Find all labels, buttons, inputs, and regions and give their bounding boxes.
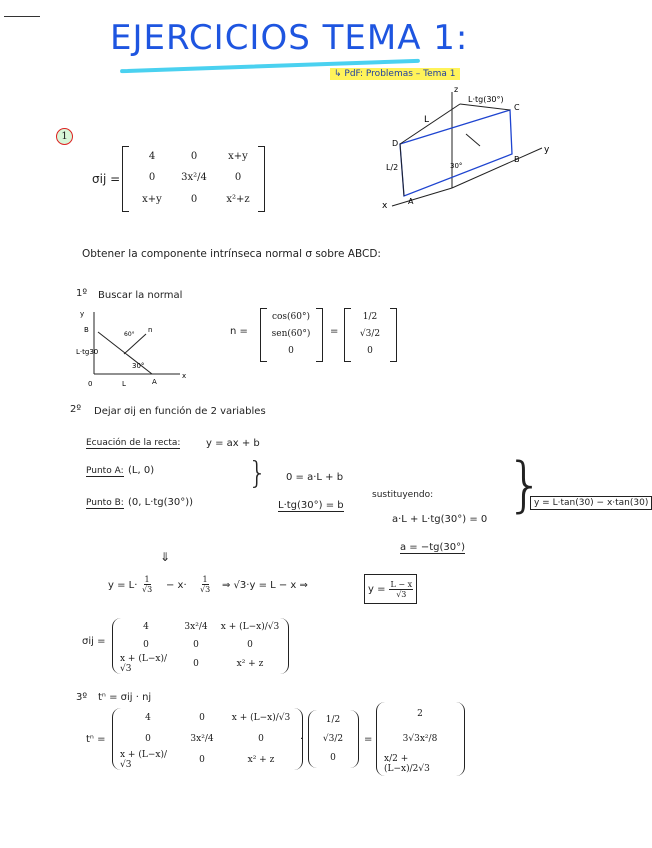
line3a: y = L· <box>108 580 138 591</box>
paren-right <box>350 710 359 768</box>
frac-den: √3 <box>200 585 211 594</box>
frac-num: 1 <box>144 575 150 584</box>
matrix-cell: x + (L−x)/√3 <box>220 622 280 632</box>
n-vector-b <box>350 308 390 360</box>
y-axis-label: y <box>544 145 550 155</box>
matrix-cell: x+y <box>142 193 162 205</box>
vector-cell: x/2 + (L−x)/2√3 <box>384 753 430 774</box>
plane-abcd <box>400 110 512 196</box>
normal-arrow <box>466 134 480 146</box>
page-title: EJERCICIOS TEMA 1: <box>110 18 469 58</box>
frac-num: 1 <box>202 575 208 584</box>
frac-num: L − x <box>390 579 413 589</box>
sigma-label: σij = <box>92 172 121 186</box>
y-lhs: y = <box>368 583 386 595</box>
step1-number: 1º <box>76 288 88 299</box>
sys2: L·tg(30°) = b <box>278 500 344 511</box>
sigma2-matrix <box>120 618 280 674</box>
edge-top <box>400 104 460 144</box>
n-vector-a <box>266 308 316 360</box>
n-label: n = <box>230 326 248 337</box>
label-l: L <box>424 115 430 125</box>
diag-label: 0 <box>88 380 93 388</box>
corner-mark <box>4 16 40 17</box>
x-axis <box>392 188 452 206</box>
y-result-box <box>364 574 417 604</box>
matrix-cell: 0 <box>258 733 264 744</box>
matrix-cell: 4 <box>145 713 151 724</box>
paren-right <box>456 702 465 776</box>
vector-cell: 3√3x²/8 <box>402 733 438 744</box>
diag-label: L <box>122 380 126 388</box>
eq-recta-label: Ecuación de la recta: <box>86 438 181 448</box>
matrix-cell: x + (L−x)/√3 <box>120 749 167 770</box>
punto-a: (L, 0) <box>128 465 155 476</box>
bracket-right <box>316 308 323 362</box>
eq-recta: y = ax + b <box>206 438 260 449</box>
vector-cell: cos(60°) <box>271 311 311 322</box>
matrix-cell: 0 <box>193 659 199 669</box>
diag-label: x <box>182 372 187 380</box>
vector-cell: 1/2 <box>362 311 378 322</box>
exercise-number: 1 <box>56 128 73 145</box>
result-vector <box>384 702 456 776</box>
matrix-cell: 3x²/4 <box>184 622 208 632</box>
step2-number: 2º <box>70 404 82 415</box>
punto-b-label: Punto B: <box>86 498 124 508</box>
matrix-cell: 3x²/4 <box>181 172 207 184</box>
vector-cell: 0 <box>367 346 373 357</box>
matrix-cell: 0 <box>190 193 198 205</box>
matrix-cell: 0 <box>247 640 253 650</box>
diag-label: y <box>80 310 85 318</box>
label-ltg: L·tg(30°) <box>468 95 504 104</box>
equals: = <box>330 326 339 337</box>
vector-cell: 2 <box>417 709 423 720</box>
sigma2-label: σij = <box>82 636 106 647</box>
pdf-reference: ↳ PdF: Problemas – Tema 1 <box>330 68 460 80</box>
statement: Obtener la componente intrínseca normal σ sobre ABCD: <box>82 248 381 260</box>
point-b: B <box>514 155 520 164</box>
matrix-cell: 4 <box>143 622 149 632</box>
diag-label: A <box>152 378 157 386</box>
bracket-right <box>390 308 397 362</box>
vector-cell: √3/2 <box>322 733 344 744</box>
matrix-cell: 4 <box>148 151 156 163</box>
sust1: a·L + L·tg(30°) = 0 <box>392 514 488 525</box>
punto-b: (0, L·tg(30°)) <box>128 497 194 508</box>
matrix-cell: 0 <box>145 733 151 744</box>
point-a: A <box>408 197 414 206</box>
vector-cell: 0 <box>330 753 336 764</box>
edge-ad <box>400 144 404 196</box>
vector-cell: 0 <box>288 346 294 357</box>
matrix-bracket-right <box>258 146 265 212</box>
matrix-cell: x + (L−x)/√3 <box>120 654 167 674</box>
matrix-bracket-left <box>122 146 129 212</box>
matrix-cell: 0 <box>143 640 149 650</box>
x-axis-label: x <box>382 201 388 211</box>
matrix-cell: x² + z <box>236 659 264 669</box>
point-d: D <box>392 139 399 148</box>
step3-number: 3º <box>76 692 88 703</box>
prism-diagram <box>370 84 570 214</box>
matrix-cell: 0 <box>199 713 205 724</box>
edge-top2 <box>460 104 510 110</box>
point-c: C <box>514 103 520 112</box>
matrix-cell: x + (L−x)/√3 <box>231 713 291 724</box>
diag-label: 60° <box>124 331 135 338</box>
label-angle: 30° <box>450 162 463 170</box>
line3c: ⇒ √3·y = L − x ⇒ <box>222 580 308 591</box>
frac1 <box>142 574 152 594</box>
matrix-cell: 0 <box>193 640 199 650</box>
step2-heading: Dejar σij en función de 2 variables <box>94 406 266 417</box>
matrix-cell: 0 <box>190 151 198 163</box>
diag-label: n <box>148 326 153 334</box>
tn-label: tⁿ = <box>86 734 106 745</box>
tn-matrix <box>120 708 294 770</box>
matrix-cell: x+y <box>228 151 248 163</box>
diag-label: L·tg30 <box>76 348 99 356</box>
vector-cell: sen(60°) <box>271 328 311 339</box>
paren-right <box>280 618 289 674</box>
sust-label: sustituyendo: <box>372 490 434 500</box>
label-l2: L/2 <box>386 163 399 172</box>
sust2: a = −tg(30°) <box>400 542 466 553</box>
result-box: y = L·tan(30) − x·tan(30) <box>530 496 652 510</box>
step1-heading: Buscar la normal <box>98 290 183 301</box>
vector-cell: 1/2 <box>325 714 341 725</box>
diag-label: 30° <box>132 362 145 370</box>
z-axis-label: z <box>454 85 459 94</box>
matrix-cell: x²+z <box>226 193 250 205</box>
matrix-cell: 0 <box>148 172 156 184</box>
diag-label: B <box>84 326 89 334</box>
equals: = <box>364 734 373 745</box>
step1-diagram <box>76 308 196 390</box>
matrix-cell: 3x²/4 <box>190 733 214 744</box>
brace: } <box>248 456 268 491</box>
frac-den: √3 <box>396 589 407 599</box>
matrix-cell: x² + z <box>247 754 275 765</box>
y-axis <box>452 148 542 188</box>
dot-operator: · <box>300 734 304 745</box>
frac-den: √3 <box>142 585 153 594</box>
down-arrow: ⇓ <box>160 550 171 564</box>
matrix-cell: 0 <box>234 172 242 184</box>
matrix-cell: 0 <box>199 754 205 765</box>
n-vector <box>316 710 350 768</box>
punto-a-label: Punto A: <box>86 466 124 476</box>
stress-matrix <box>132 146 260 210</box>
frac2 <box>200 574 210 594</box>
line3b: − x· <box>166 580 187 591</box>
sys1: 0 = a·L + b <box>286 472 344 483</box>
vector-cell: √3/2 <box>359 328 381 339</box>
big-brace: } <box>506 450 545 520</box>
step3-heading: tⁿ = σij · nj <box>98 692 152 703</box>
